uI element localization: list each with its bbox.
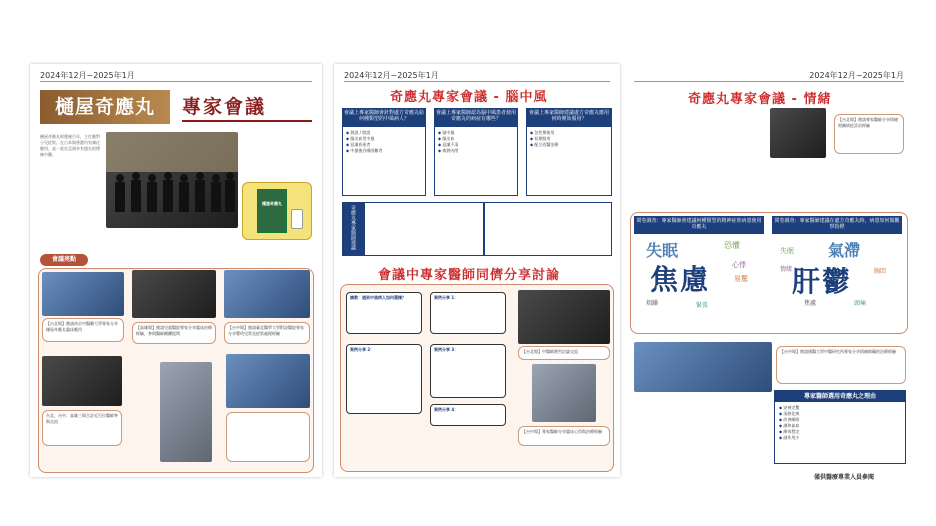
issue-date: 2024年12月~2025年1月 bbox=[809, 71, 904, 80]
reasons-box bbox=[774, 390, 906, 464]
answer-3-2: ◆ 短期服用 bbox=[530, 136, 608, 142]
discussion-question-text: 請教：遇到中風病人如何選擇？ bbox=[350, 295, 406, 300]
caption-taipei: 【台北場】邀請南京中醫藥大學專家分享樋屋奇應丸臨床應用 bbox=[42, 318, 124, 342]
header-rule bbox=[634, 81, 904, 82]
photo-audience bbox=[226, 354, 310, 408]
page-one bbox=[30, 64, 322, 477]
reason-2: ◆ 清熱化痰 bbox=[779, 411, 901, 417]
emotion-intro-left bbox=[632, 108, 702, 188]
stroke-section-title: 奇應丸專家會議 - 腦中風 bbox=[390, 90, 548, 105]
photo-emotion-speaker bbox=[770, 108, 826, 158]
case-3-title: 案例分享 3： bbox=[434, 347, 459, 352]
advice-col-1 bbox=[364, 202, 484, 256]
reason-3: ◆ 改善睡眠 bbox=[779, 417, 901, 423]
emotion-section-title: 奇應丸專家會議 - 情緒 bbox=[688, 92, 832, 107]
reason-5: ◆ 療效穩定 bbox=[779, 429, 901, 435]
reason-4: ◆ 調和氣血 bbox=[779, 423, 901, 429]
survey-question-right: 問卷調查：專家醫師建議在處方奇應丸時，病患如何做觀察指標 bbox=[772, 216, 902, 234]
case-3 bbox=[430, 344, 506, 398]
reasons-list bbox=[775, 402, 905, 444]
caption-emotion-taipei: 【台北場】邀請專家醫師分享情緒相關病症診治經驗 bbox=[834, 114, 904, 154]
reason-1: ◆ 安神定驚 bbox=[779, 405, 901, 411]
highlights-label bbox=[40, 254, 88, 266]
answer-1-4: ◆ 中風後吞嚥困難者 bbox=[346, 148, 422, 154]
title-banner bbox=[40, 90, 312, 124]
title-sub: 專家會議 bbox=[182, 96, 267, 118]
header-rule bbox=[40, 81, 312, 82]
case-2-title: 案例分享 2： bbox=[350, 347, 375, 352]
wc-right-small-5: 頭痛 bbox=[854, 300, 867, 307]
survey-question-left: 問卷調查：專家醫師會建議何種類型的精神症狀病患使用奇應丸 bbox=[634, 216, 764, 234]
question-1: 會議上專家醫師會針對處方奇應丸給何種類型的中風病人？ bbox=[342, 108, 426, 126]
emotion-intro-far-right bbox=[834, 164, 904, 204]
question-2: 會議上專家醫師認為腦中風患者使用奇應丸的病症有哪些？ bbox=[434, 108, 518, 126]
answer-2-4: ◆ 痰熱內閉 bbox=[438, 148, 514, 154]
caption-emotion-taichung: 【台中場】邀請國醫大學中醫研究所專家分享情緒障礙的治療經驗 bbox=[776, 346, 906, 384]
emotion-body-mid bbox=[706, 398, 766, 478]
product-package bbox=[257, 189, 287, 233]
wc-right-small-3: 胸悶 bbox=[874, 268, 887, 275]
title-main: 樋屋奇應丸 bbox=[40, 90, 170, 124]
wc-left-big: 焦慮 bbox=[650, 263, 711, 296]
photo-caption-2: 【台中場】專家醫師分享臨床心得與治療經驗 bbox=[518, 426, 610, 446]
issue-date: 2024年12月~2025年1月 bbox=[40, 71, 135, 80]
discussion-section-title: 會議中專家醫師同儕分享討論 bbox=[378, 268, 561, 283]
case-4-title: 案例分享 4： bbox=[434, 407, 459, 412]
wc-right-small-4: 焦慮 bbox=[804, 300, 817, 307]
wc-right-small-2: 情緒 bbox=[780, 266, 793, 273]
reasons-title: 專家醫師選用奇應丸之理由 bbox=[775, 391, 905, 402]
group-photo bbox=[106, 132, 238, 228]
page-two bbox=[334, 64, 620, 477]
answer-1-1: ◆ 熱證 / 開證 bbox=[346, 130, 422, 136]
answer-3-3: ◆ 配合西醫治療 bbox=[530, 142, 608, 148]
emotion-body-left bbox=[632, 398, 702, 478]
wordcloud-symptoms bbox=[636, 236, 764, 312]
case-2 bbox=[346, 344, 422, 414]
wc-left-small-3: 易驚 bbox=[734, 275, 748, 283]
photo-caption-1: 【台北場】中醫師熱烈討論交流 bbox=[518, 346, 610, 360]
highlights-label-text: 會議亮點 bbox=[51, 256, 76, 263]
answer-3-1: ◆ 急性期使用 bbox=[530, 130, 608, 136]
question-3: 會議上專家醫師建議處方奇應丸應用何時開始服用？ bbox=[526, 108, 612, 126]
photo-lecture bbox=[42, 356, 122, 406]
issue-date: 2024年12月~2025年1月 bbox=[344, 71, 439, 80]
case-1 bbox=[430, 292, 506, 334]
wordcloud-indicators bbox=[774, 236, 902, 312]
caption-closing bbox=[226, 412, 310, 462]
wc-left-mid: 失眠 bbox=[646, 241, 679, 260]
wc-right-mid: 氣滯 bbox=[828, 241, 861, 260]
answer-1-3: ◆ 意識昏迷者 bbox=[346, 142, 422, 148]
expert-advice-label bbox=[342, 202, 364, 256]
case-1-title: 案例分享 1： bbox=[434, 295, 459, 300]
page-three bbox=[624, 64, 914, 486]
photo-taichung bbox=[224, 270, 310, 318]
case-4 bbox=[430, 404, 506, 426]
body-text-col2 bbox=[106, 232, 172, 268]
photo-discussion-1 bbox=[518, 290, 610, 344]
intro-text: 樋屋奇應丸經歷逾百年，主打應對小兒症狀，在日本與香港均有廣泛應用，是一款在亞洲享有盛名的傳統中藥。 bbox=[40, 134, 100, 157]
title-underline bbox=[182, 120, 312, 122]
answers-3 bbox=[526, 126, 612, 196]
wc-left-small-5: 緊張 bbox=[696, 302, 709, 309]
wc-left-small-4: 煩躁 bbox=[646, 300, 659, 307]
wc-left-small-1: 恐懼 bbox=[724, 241, 740, 250]
advice-col-2 bbox=[484, 202, 612, 256]
discussion-question bbox=[346, 292, 422, 334]
answer-2-2: ◆ 腦出血 bbox=[438, 136, 514, 142]
answer-2-3: ◆ 意識不清 bbox=[438, 142, 514, 148]
wc-right-small-1: 失眠 bbox=[780, 247, 794, 255]
answers-2 bbox=[434, 126, 518, 196]
caption-kaohsiung: 【高雄場】邀請兒童醫院專家分享臨床治療經驗，參與醫師踴躍提問 bbox=[132, 322, 216, 344]
wc-left-small-2: 心悸 bbox=[732, 261, 746, 269]
reason-6: ◆ 副作用少 bbox=[779, 435, 901, 441]
wc-right-big: 肝鬱 bbox=[792, 265, 853, 298]
body-text-col3 bbox=[176, 232, 240, 268]
photo-discussion-2 bbox=[532, 364, 596, 422]
answer-2-1: ◆ 頭中風 bbox=[438, 130, 514, 136]
emotion-intro-mid bbox=[706, 108, 766, 188]
product-box bbox=[242, 182, 312, 240]
caption-summary: 台北、台中、高雄三場合計近百位醫師參與交流 bbox=[42, 410, 122, 446]
expert-advice-label-text: 奇應丸專家醫師建議 bbox=[350, 205, 356, 250]
photo-kaohsiung bbox=[132, 270, 216, 318]
footer-note: 僅供醫療專業人員參閱 bbox=[813, 474, 874, 481]
photo-emotion-lecture bbox=[634, 342, 772, 392]
answers-1 bbox=[342, 126, 426, 196]
header-rule bbox=[344, 81, 610, 82]
product-label: 樋屋奇應丸 bbox=[262, 201, 282, 206]
group-photo-figures bbox=[106, 132, 238, 228]
product-bottle bbox=[291, 209, 303, 229]
caption-taichung: 【台中場】邀請臺北醫學大學附設醫院專家分享嬰幼兒常見症狀處理經驗 bbox=[224, 322, 310, 344]
photo-taipei bbox=[42, 272, 124, 316]
answer-1-2: ◆ 腦出血型中風 bbox=[346, 136, 422, 142]
emotion-intro-right bbox=[770, 164, 826, 204]
photo-speaker bbox=[160, 362, 212, 462]
